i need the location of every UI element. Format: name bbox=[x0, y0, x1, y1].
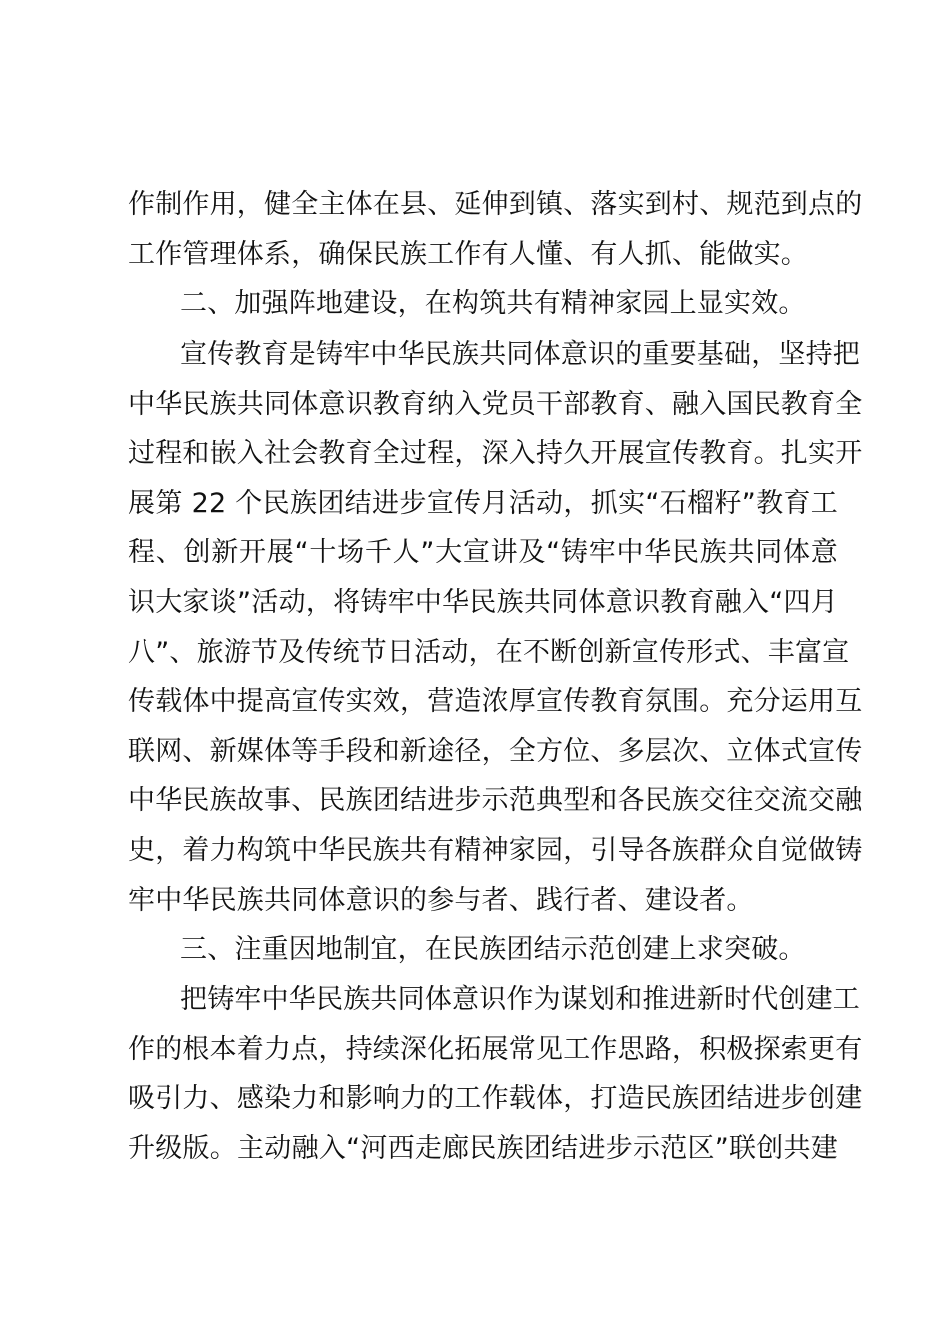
paragraph-line: 程、创新开展“十场千人”大宣讲及“铸牢中华民族共同体意 bbox=[128, 537, 838, 568]
paragraph-line: 联网、新媒体等手段和新途径，全方位、多层次、立体式宣传 bbox=[128, 736, 863, 767]
paragraph-line: 牢中华民族共同体意识的参与者、践行者、建设者。 bbox=[128, 885, 754, 916]
paragraph-line: 工作管理体系，确保民族工作有人懂、有人抓、能做实。 bbox=[128, 239, 808, 270]
paragraph-line: 中华民族共同体意识教育纳入党员干部教育、融入国民教育全 bbox=[128, 389, 863, 420]
paragraph-line: 八”、旅游节及传统节日活动，在不断创新宣传形式、丰富宣 bbox=[128, 637, 850, 668]
paragraph-line: 中华民族故事、民族团结进步示范典型和各民族交往交流交融 bbox=[128, 785, 863, 816]
paragraph-line: 过程和嵌入社会教育全过程，深入持久开展宣传教育。扎实开 bbox=[128, 438, 863, 469]
paragraph-line: 把铸牢中华民族共同体意识作为谋划和推进新时代创建工 bbox=[180, 984, 860, 1015]
paragraph-line: 升级版。主动融入“河西走廊民族团结进步示范区”联创共建 bbox=[128, 1133, 838, 1164]
paragraph-line: 展第 22 个民族团结进步宣传月活动，抓实“石榴籽”教育工 bbox=[128, 488, 838, 519]
paragraph-line: 宣传教育是铸牢中华民族共同体意识的重要基础，坚持把 bbox=[180, 339, 860, 370]
paragraph-line: 作的根本着力点，持续深化拓展常见工作思路，积极探索更有 bbox=[128, 1034, 863, 1065]
section-heading: 三、注重因地制宜，在民族团结示范创建上求突破。 bbox=[180, 934, 806, 965]
paragraph-line: 传载体中提高宣传实效，营造浓厚宣传教育氛围。充分运用互 bbox=[128, 686, 863, 717]
section-heading: 二、加强阵地建设，在构筑共有精神家园上显实效。 bbox=[180, 288, 806, 319]
paragraph-line: 史，着力构筑中华民族共有精神家园，引导各族群众自觉做铸 bbox=[128, 835, 863, 866]
paragraph-line: 识大家谈”活动，将铸牢中华民族共同体意识教育融入“四月 bbox=[128, 587, 838, 618]
paragraph-line: 吸引力、感染力和影响力的工作载体，打造民族团结进步创建 bbox=[128, 1083, 863, 1114]
paragraph-line: 作制作用，健全主体在县、延伸到镇、落实到村、规范到点的 bbox=[128, 189, 863, 220]
